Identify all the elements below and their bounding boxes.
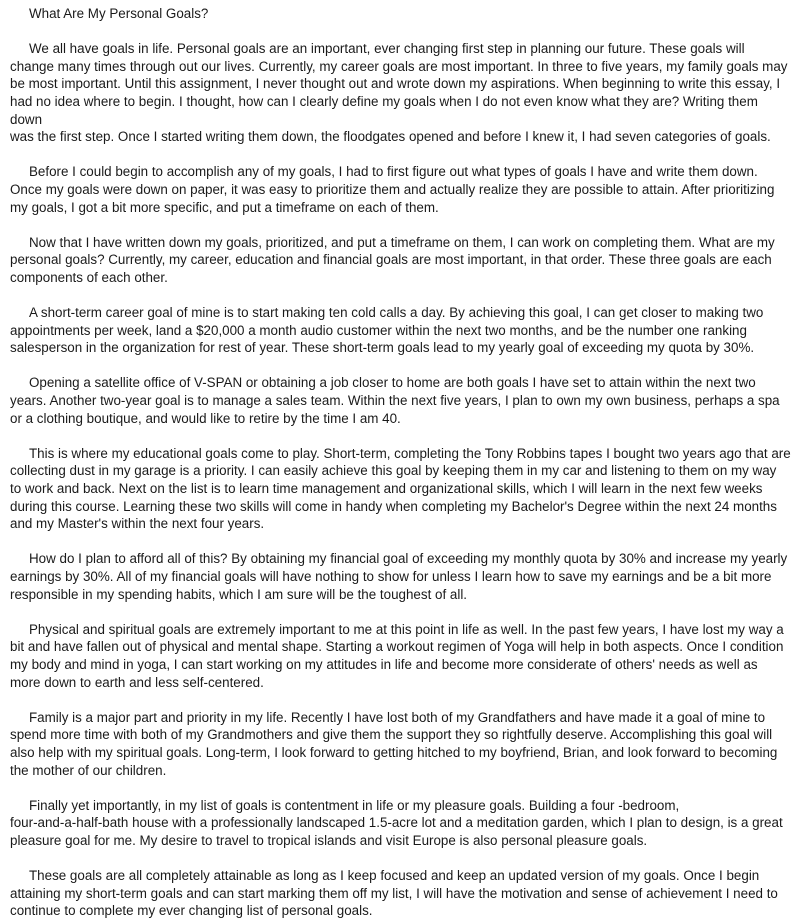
essay-paragraph-9: Family is a major part and priority in my life. Recently I have lost both of my Grandfathers and have made it a goal of mine to spend more time with both of my Grandmothers and give them the support they so rightfully deserve. Accomplishing this goal will also help with my spiritual goals. Long-term, I look forward to getting hitched to my boyfriend, Brian, and look forward to becoming the mother of our children. (10, 709, 778, 778)
essay-paragraph-3: Now that I have written down my goals, prioritized, and put a timeframe on them, I can work on completing them. What are my personal goals? Currently, my career, education and financial goals are most important, in that order. These three goals are each components of each other. (10, 234, 775, 285)
essay-paragraph-2: Before I could begin to accomplish any of my goals, I had to first figure out what types of goals I have and write them down. Once my goals were down on paper, it was easy to prioritize them and actually realize they are possible to attain. After prioritizing my goals, I got a bit more specific, and put a timeframe on each of them. (10, 164, 775, 215)
essay-paragraph-5: Opening a satellite office of V-SPAN or obtaining a job closer to home are both goals I have set to attain within the next two years. Another two-year goal is to manage a sales team. Within the next five years, I plan to own my own business, perhaps a spa or a clothing boutique, and would like to retire by the time I am 40. (10, 375, 780, 426)
essay-paragraph-1: We all have goals in life. Personal goals are an important, ever changing first step in planning our future. These goals will change many times through out our lives. Currently, my career goals are most important. In three to five years, my family goals may be most important. Until this assignment, I never thought out and wrote down my aspirations. When beginning to write this essay, I had no idea where to begin. I thought, how can I clearly define my goals when I do not even know what they are? Writing them down was the first step. Once I started writing them down, the floodgates opened and before I knew it, I had seven categories of goals. (10, 41, 788, 145)
essay-paragraph-4: A short-term career goal of mine is to start making ten cold calls a day. By achieving this goal, I can get closer to making two appointments per week, land a $20,000 a month audio customer within the next two months, and be the number one ranking salesperson in the organization for rest of year. These short-term goals lead to my yearly goal of exceeding my quota by 30%. (10, 305, 764, 356)
essay-paragraph-10: Finally yet importantly, in my list of goals is contentment in life or my pleasure goals. Building a four -bedroom, four-and-a-half-bath house with a professionally landscaped 1.5-acre lot and a meditation garden, which I plan to design, is a great pleasure goal for me. My desire to travel to tropical islands and visit Europe is also personal pleasure goals. (10, 797, 783, 848)
essay-paragraph-7: How do I plan to afford all of this? By obtaining my financial goal of exceeding my monthly quota by 30% and increase my yearly earnings by 30%. All of my financial goals will have nothing to show for unless I learn how to save my earnings and be a bit more responsible in my spending habits, which I am sure will be the toughest of all. (10, 551, 788, 602)
essay-paragraph-11: These goals are all completely attainable as long as I keep focused and keep an updated version of my goals. Once I begin attaining my short-term goals and can start marking them off my list, I will have the motivation and sense of achievement I need to continue to complete my ever changing list of personal goals. (10, 868, 778, 919)
essay-title: What Are My Personal Goals? (29, 6, 209, 21)
essay-paragraph-6: This is where my educational goals come to play. Short-term, completing the Tony Robbins tapes I bought two years ago that are collecting dust in my garage is a priority. I can easily achieve this goal by keeping them in my car and listening to them on my way to work and back. Next on the list is to learn time management and organizational skills, which I will learn in the next few weeks during this course. Learning these two skills will come in handy when completing my Bachelor's Degree within the next 24 months and my Master's within the next four years. (10, 445, 791, 532)
essay-paragraph-8: Physical and spiritual goals are extremely important to me at this point in life as well. In the past few years, I have lost my way a bit and have fallen out of physical and mental shape. Starting a workout regimen of Yoga will help in both aspects. Once I condition my body and mind in yoga, I can start working on my attitudes in life and become more considerate of others' needs as well as more down to earth and less self-centered. (10, 621, 784, 690)
